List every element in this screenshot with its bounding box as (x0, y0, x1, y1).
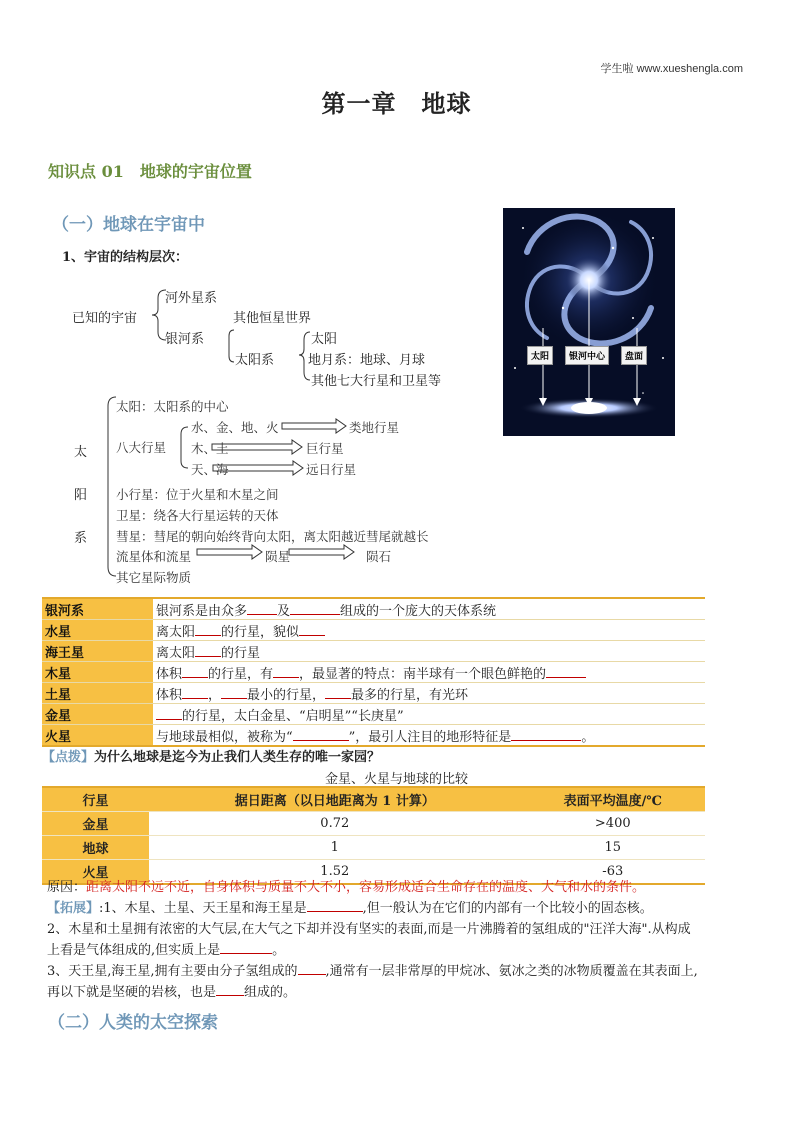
answer-blank[interactable] (290, 602, 340, 615)
answer-blank[interactable] (546, 665, 586, 678)
column-header: 表面平均温度/℃ (521, 787, 705, 812)
solar-meteor: 陨星 (265, 549, 291, 564)
hierarchy-solar-system: 太阳系 (235, 353, 275, 368)
table-row (42, 598, 705, 620)
planet-group-1: 水、金、地、火 (191, 420, 279, 435)
table-cell: 15 (521, 836, 705, 860)
solar-eight-planets: 八大行星 (116, 440, 167, 455)
galaxy-label-disk: 盘面 (621, 346, 647, 365)
extension-text: 上看是气体组成的,但实质上是 (47, 943, 221, 958)
hierarchy-other-planets: 其他七大行星和卫星等 (311, 374, 442, 389)
site-watermark: 学生啦 www.xueshengla.com (600, 63, 743, 75)
table-row (42, 725, 705, 747)
solar-meteorite: 陨石 (366, 549, 392, 564)
planet-group-3: 天、海 (191, 462, 229, 477)
table-row (42, 620, 705, 641)
planet-group-2: 木、土 (191, 441, 229, 456)
hierarchy-extragalactic: 河外星系 (165, 291, 218, 306)
table-cell: >400 (521, 812, 705, 836)
row-header: 银河系 (42, 598, 153, 620)
solar-meteoroid: 流星体和流星 (116, 549, 192, 564)
table-row (42, 812, 705, 836)
solar-side-char-3: 系 (74, 531, 88, 546)
row-header: 火星 (42, 725, 153, 747)
answer-blank[interactable] (247, 602, 277, 615)
reason-label: 原因： (47, 880, 87, 895)
table-cell: 1 (149, 836, 521, 860)
table-row (42, 662, 705, 683)
extension-text: ,但一般认为在它们的内部有一个比较小的固态核。 (362, 901, 653, 916)
table-cell: 1.52 (149, 860, 521, 885)
row-content: 银河系是由众多 及 组成的一个庞大的天体系统 (153, 598, 705, 620)
tip-tag: 【点拨】 (42, 750, 95, 765)
table-row (42, 836, 705, 860)
galaxy-illustration (503, 208, 675, 436)
table-cell: 0.72 (149, 812, 521, 836)
solar-satellites: 卫星：绕各大行星运转的天体 (116, 508, 279, 523)
planet-group-1-type: 类地行星 (349, 420, 400, 435)
table-cell: 地球 (42, 836, 149, 860)
knowledge-point-title: 知识点 01 地球的宇宙位置 (48, 162, 252, 181)
table-row (42, 641, 705, 662)
answer-blank[interactable] (325, 686, 351, 699)
answer-blank[interactable] (195, 644, 221, 657)
planet-comparison-table (42, 786, 705, 885)
answer-blank[interactable] (182, 665, 208, 678)
answer-blank[interactable] (220, 941, 272, 954)
row-header: 木星 (42, 662, 153, 683)
answer-blank[interactable] (221, 686, 247, 699)
row-content: 的行星，太白金星、“启明星”“长庚星” (153, 704, 705, 725)
row-header: 水星 (42, 620, 153, 641)
tip-question: 为什么地球是迄今为止我们人类生存的唯一家园？ (94, 750, 381, 765)
extension-line-1 (47, 897, 653, 916)
answer-blank[interactable] (273, 665, 299, 678)
tip-line (42, 746, 380, 765)
extension-tag: 【拓展】 (47, 901, 100, 916)
row-content: 离太阳 的行星 (153, 641, 705, 662)
section-title-2: （二）人类的太空探索 (48, 1013, 218, 1033)
answer-blank[interactable] (293, 728, 349, 741)
answer-blank[interactable] (195, 623, 221, 636)
planet-group-3-type: 远日行星 (306, 462, 357, 477)
extension-text: :1、木星、土星、天王星和海王星是 (99, 901, 307, 916)
solar-side-char-2: 阳 (74, 488, 88, 503)
table-cell: -63 (521, 860, 705, 885)
solar-comets: 彗星：彗尾的朝向始终背向太阳，离太阳越近彗尾就越长 (116, 529, 429, 544)
reason-text: 距离太阳不远不近，自身体积与质量不大不小，容易形成适合生命存在的温度、大气和水的条件。 (86, 880, 646, 895)
section-title-1: （一）地球在宇宙中 (52, 215, 205, 235)
reason-line (47, 876, 645, 895)
row-content: 体积 ， 最小的行星， 最多的行星，有光环 (153, 683, 705, 704)
solar-other-matter: 其它星际物质 (116, 570, 192, 585)
extension-line-2: 2、木星和土星拥有浓密的大气层,在大气之下却并没有坚实的表面,而是一片沸腾着的氢组成的"汪洋大海".从构成 (47, 922, 691, 937)
table-row (42, 704, 705, 725)
extension-line-4 (47, 960, 698, 979)
row-header: 土星 (42, 683, 153, 704)
hierarchy-root: 已知的宇宙 (72, 311, 138, 326)
hierarchy-earth-moon: 地月系：地球、月球 (308, 353, 426, 368)
table-header-row (42, 787, 705, 812)
hierarchy-other-stars: 其他恒星世界 (233, 311, 312, 326)
answer-blank[interactable] (298, 962, 326, 975)
extension-line-3 (47, 939, 285, 958)
celestial-table (42, 597, 705, 747)
answer-blank[interactable] (182, 686, 208, 699)
extension-text: ,通常有一层非常厚的甲烷冰、氨冰之类的冰物质覆盖在其表面上, (325, 964, 698, 979)
extension-line-5 (47, 981, 296, 1000)
galaxy-label-sun: 太阳 (527, 346, 553, 365)
row-header: 海王星 (42, 641, 153, 662)
planet-group-2-type: 巨行星 (306, 441, 344, 456)
table-cell: 金星 (42, 812, 149, 836)
table-row (42, 683, 705, 704)
answer-blank[interactable] (216, 983, 244, 996)
comparison-caption: 金星、火星与地球的比较 (324, 772, 468, 787)
galaxy-image (503, 208, 675, 436)
answer-blank[interactable] (511, 728, 581, 741)
hierarchy-sun: 太阳 (311, 332, 338, 347)
answer-blank[interactable] (156, 707, 182, 720)
solar-asteroids: 小行星：位于火星和木星之间 (116, 487, 279, 502)
column-header: 行星 (42, 787, 149, 812)
solar-side-char-1: 太 (74, 445, 88, 460)
extension-text: 组成的。 (244, 985, 297, 1000)
row-content: 与地球最相似，被称为“ ”，最引人注目的地形特征是 。 (153, 725, 705, 747)
row-header: 金星 (42, 704, 153, 725)
extension-text: 。 (272, 943, 286, 958)
row-content: 离太阳 的行星，貌似 (153, 620, 705, 641)
galaxy-label-center: 银河中心 (565, 346, 609, 365)
row-content: 体积 的行星，有 ，最显著的特点：南半球有一个眼色鲜艳的 (153, 662, 705, 683)
extension-text: 3、天王星,海王星,拥有主要由分子氢组成的 (47, 964, 298, 979)
answer-blank[interactable] (307, 899, 363, 912)
solar-sun: 太阳：太阳系的中心 (116, 399, 229, 414)
chapter-title: 第一章 地球 (321, 89, 472, 118)
table-cell: 火星 (42, 860, 149, 885)
answer-blank[interactable] (299, 623, 325, 636)
hierarchy-milky-way: 银河系 (165, 332, 205, 347)
subsection-title: 1、宇宙的结构层次： (62, 250, 189, 265)
extension-text: 再以下就是坚硬的岩核，也是 (47, 985, 217, 1000)
column-header: 据日距离（以日地距离为 1 计算） (149, 787, 521, 812)
